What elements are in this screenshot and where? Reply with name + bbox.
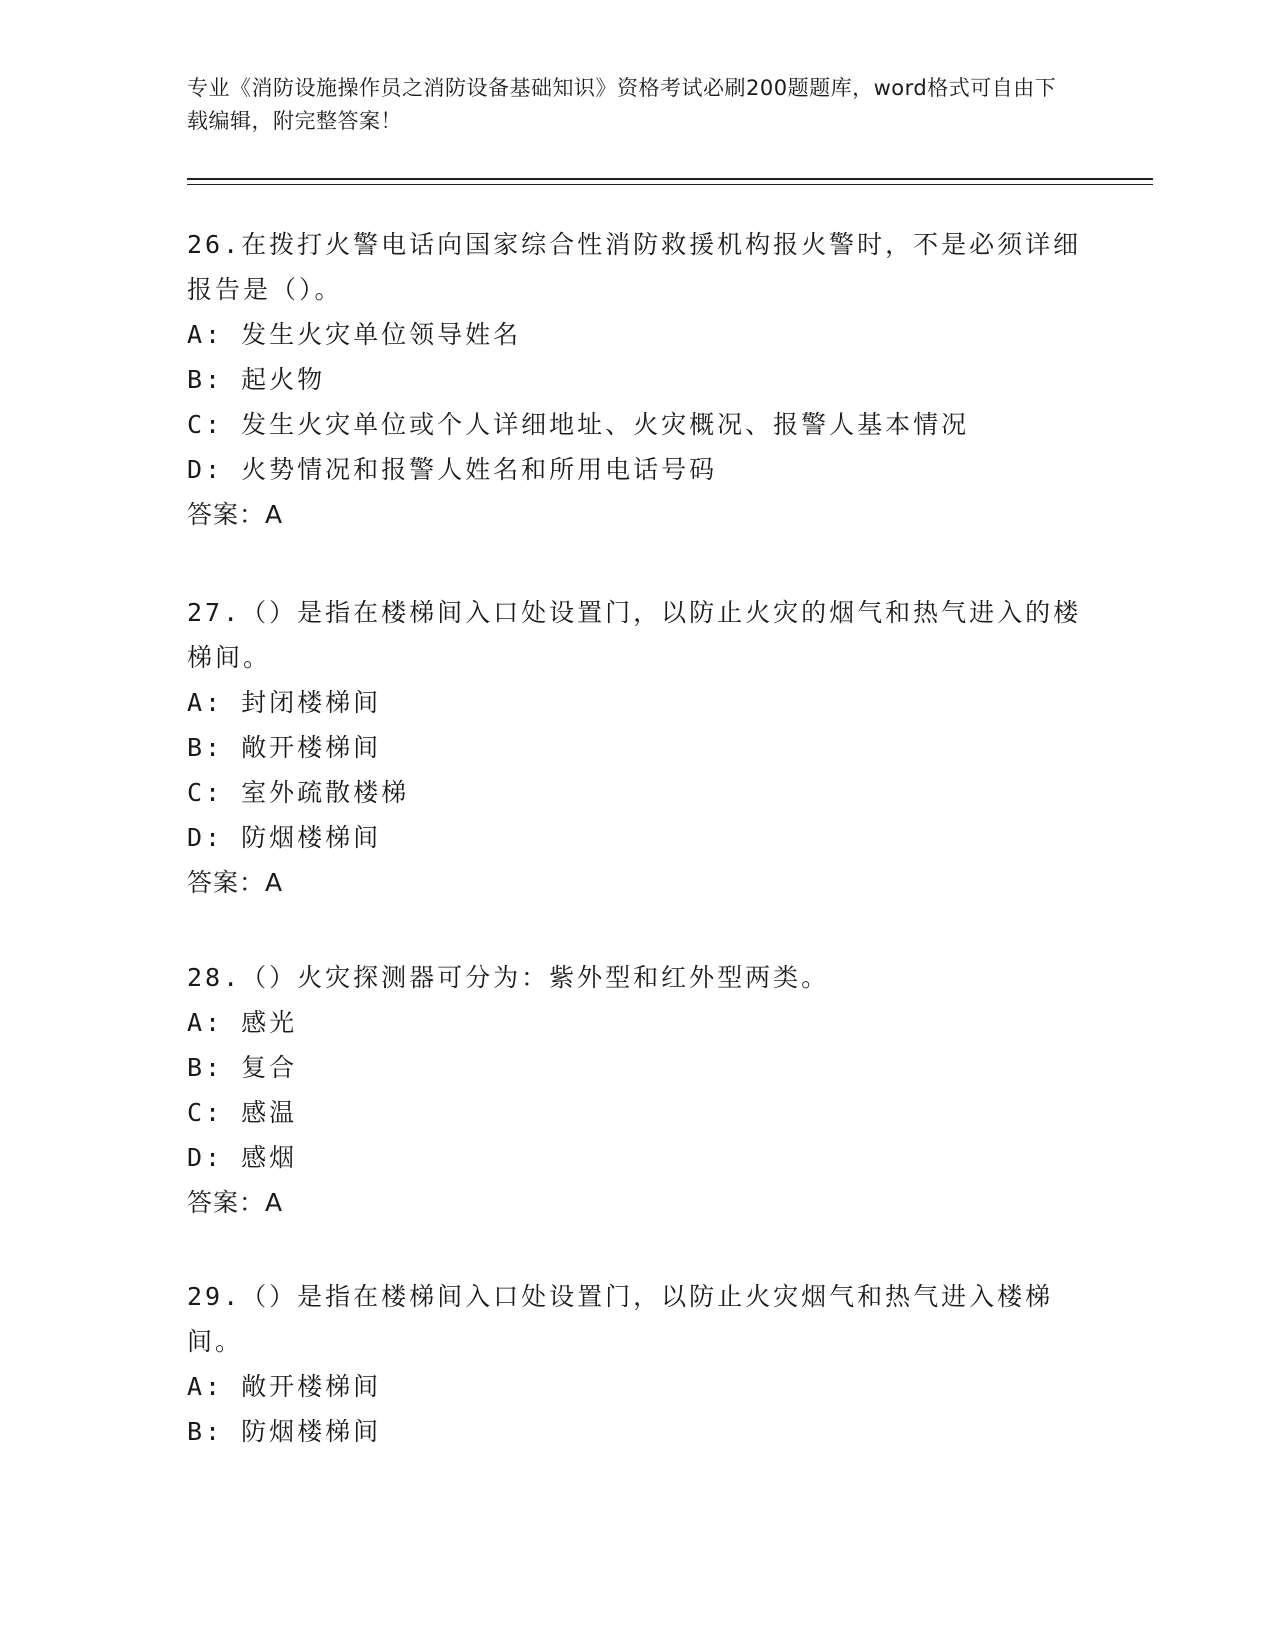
question-29 [187, 1274, 1087, 1454]
answer: 答案：A [187, 1188, 284, 1217]
option-c: C: 发生火灾单位或个人详细地址、火灾概况、报警人基本情况 [187, 410, 970, 439]
question-stem: 27.（）是指在楼梯间入口处设置门，以防止火灾的烟气和热气进入的楼梯间。 [187, 598, 1082, 672]
answer: 答案：A [187, 500, 284, 529]
option-d: D: 感烟 [187, 1143, 298, 1172]
header-rule-thin [187, 184, 1153, 185]
question-28 [187, 955, 1087, 1225]
option-a: A: 发生火灾单位领导姓名 [187, 320, 522, 349]
option-d: D: 防烟楼梯间 [187, 823, 382, 852]
question-stem: 29.（）是指在楼梯间入口处设置门，以防止火灾烟气和热气进入楼梯间。 [187, 1282, 1054, 1356]
question-26 [187, 222, 1087, 537]
document-header: 专业《消防设施操作员之消防设备基础知识》资格考试必刷200题题库，word格式可自由下载编辑，附完整答案！ [187, 76, 1057, 133]
question-stem: 26.在拨打火警电话向国家综合性消防救援机构报火警时，不是必须详细报告是（）。 [187, 230, 1082, 304]
header-rule-thick [187, 178, 1153, 180]
answer: 答案：A [187, 868, 284, 897]
option-b: B: 复合 [187, 1053, 298, 1082]
option-b: B: 起火物 [187, 365, 326, 394]
question-stem: 28.（）火灾探测器可分为：紫外型和红外型两类。 [187, 963, 830, 992]
option-c: C: 感温 [187, 1098, 298, 1127]
option-c: C: 室外疏散楼梯 [187, 778, 410, 807]
option-b: B: 防烟楼梯间 [187, 1417, 382, 1446]
option-a: A: 感光 [187, 1008, 298, 1037]
option-d: D: 火势情况和报警人姓名和所用电话号码 [187, 455, 718, 484]
question-27 [187, 590, 1087, 905]
option-b: B: 敞开楼梯间 [187, 733, 382, 762]
option-a: A: 封闭楼梯间 [187, 688, 382, 717]
option-a: A: 敞开楼梯间 [187, 1372, 382, 1401]
